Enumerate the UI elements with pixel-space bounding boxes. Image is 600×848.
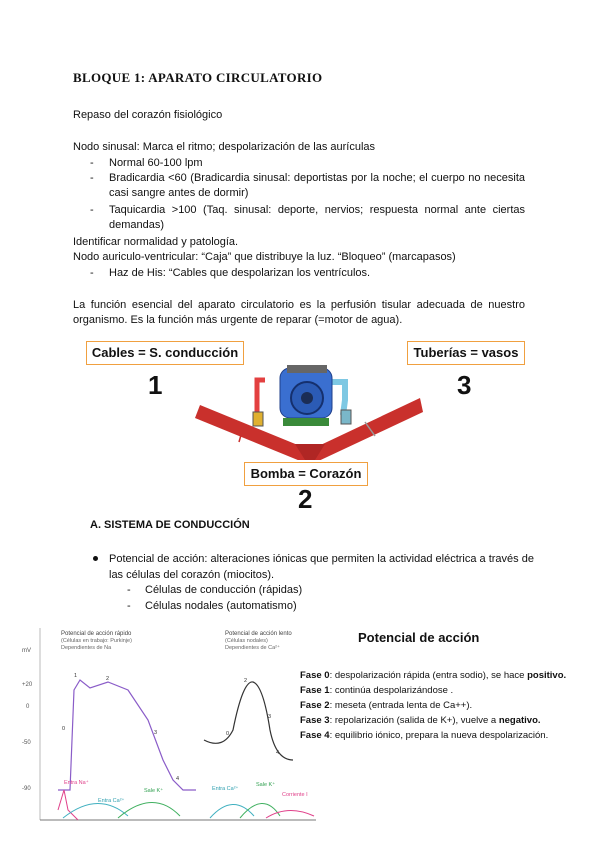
ion-label: Corriente I xyxy=(282,792,308,798)
phase-num: 0 xyxy=(62,726,66,732)
label-cables: Cables = S. conducción xyxy=(86,341,244,365)
funcion-paragraph: La función esencial del aparato circulatorio es la perfusión tisular adecuada de nuestro organismo. Es la función más urgente de reparar (=motor de agua). xyxy=(73,299,525,326)
pump-hub xyxy=(301,392,313,404)
phase-num: 2 xyxy=(244,678,248,684)
dash: - xyxy=(127,584,131,596)
phase-num: 2 xyxy=(106,676,110,682)
left-plot-title: Potencial de acción rápido xyxy=(61,631,132,637)
list-item: Células de conducción (rápidas) xyxy=(145,584,303,596)
phases-heading: Potencial de acción xyxy=(358,630,480,645)
phase-line: Fase 0: despolarización rápida (entra sodio), se hace positivo. xyxy=(300,670,567,681)
potencial-bullet: Potencial de acción: alteraciones iónicas que permiten la actividad eléctrica a través de las células del corazón (miocitos). xyxy=(109,553,534,581)
phase-num: 4 xyxy=(276,750,280,756)
list-item: Normal 60-100 lpm xyxy=(109,157,203,169)
list-item: Bradicardia <60 (Bradicardia sinusal: deportistas por la noche; el cuerpo no necesita casi sangre antes de dormir) xyxy=(109,172,525,199)
list-item: Taquicardia >100 (Taq. sinusal: deporte, nervios; respuesta normal ante ciertas demandas) xyxy=(109,204,525,231)
phase-line: Fase 3: repolarización (salida de K+), vuelve a negativo. xyxy=(300,715,541,726)
phase-num: 4 xyxy=(176,776,180,782)
number-2: 2 xyxy=(298,484,313,514)
label-bomba: Bomba = Corazón xyxy=(244,462,368,486)
subtitle: Repaso del corazón fisiológico xyxy=(73,109,223,121)
phase-num: 0 xyxy=(226,731,230,737)
label-tuberias: Tuberías = vasos xyxy=(407,341,525,365)
dash: - xyxy=(90,157,94,169)
left-valve xyxy=(253,412,263,426)
pump-diagram xyxy=(195,360,425,460)
page-title: BLOQUE 1: APARATO CIRCULATORIO xyxy=(73,70,323,85)
phase-line: Fase 2: meseta (entrada lenta de Ca++). xyxy=(300,700,473,711)
left-plot-sub1: (Células en trabajo: Purkinje) xyxy=(61,638,132,644)
ion-label: Sale K⁺ xyxy=(144,788,164,794)
list-item: Células nodales (automatismo) xyxy=(145,600,297,612)
phase-line: Fase 1: continúa despolarizándose . xyxy=(300,685,454,696)
phase-num: 3 xyxy=(268,714,272,720)
ion-label: Entra Ca²⁺ xyxy=(212,786,239,792)
phase-list xyxy=(300,668,566,743)
mid-plot-title: Potencial de acción lento xyxy=(225,631,292,637)
dash: - xyxy=(90,267,94,279)
ion-label: Entra Na⁺ xyxy=(64,780,89,786)
dash: - xyxy=(90,172,94,184)
pump-base xyxy=(283,418,329,426)
ion-label: Sale K⁺ xyxy=(256,782,276,788)
phase-num: 3 xyxy=(154,730,158,736)
y-tick: +20 xyxy=(22,682,33,688)
bullet-dot xyxy=(93,556,98,561)
nodo-av-intro: Nodo auriculo-ventricular: “Caja” que distribuye la luz. “Bloqueo” (marcapasos) xyxy=(73,251,456,263)
list-item: Haz de His: “Cables que despolarizan los ventrículos. xyxy=(109,267,371,279)
nodo-sinusal-intro: Nodo sinusal: Marca el ritmo; despolarización de las aurículas xyxy=(73,141,376,153)
number-1: 1 xyxy=(148,370,163,400)
dash: - xyxy=(90,204,94,216)
phase-line: Fase 4: equilibrio iónico, prepara la nueva despolarización. xyxy=(300,730,549,741)
mid-plot-sub1: (Células nodales) xyxy=(225,638,268,644)
y-tick: 0 xyxy=(26,704,30,710)
number-3: 3 xyxy=(457,370,472,400)
identificar-text: Identificar normalidad y patología. xyxy=(73,236,239,248)
action-potential-figure xyxy=(18,620,318,825)
section-a-heading: A. SISTEMA DE CONDUCCIÓN xyxy=(90,519,250,531)
y-tick: -50 xyxy=(22,740,31,746)
right-valve xyxy=(341,410,351,424)
dash: - xyxy=(127,600,131,612)
mid-plot-sub2: Dependientes de Ca²⁺ xyxy=(225,645,280,651)
y-unit-label: mV xyxy=(22,648,31,654)
ion-label: Entra Ca²⁺ xyxy=(98,798,125,804)
left-plot-sub2: Dependientes de Na xyxy=(61,645,112,651)
pump-top xyxy=(287,365,327,373)
y-tick: -90 xyxy=(22,786,31,792)
phase-num: 1 xyxy=(74,673,78,679)
